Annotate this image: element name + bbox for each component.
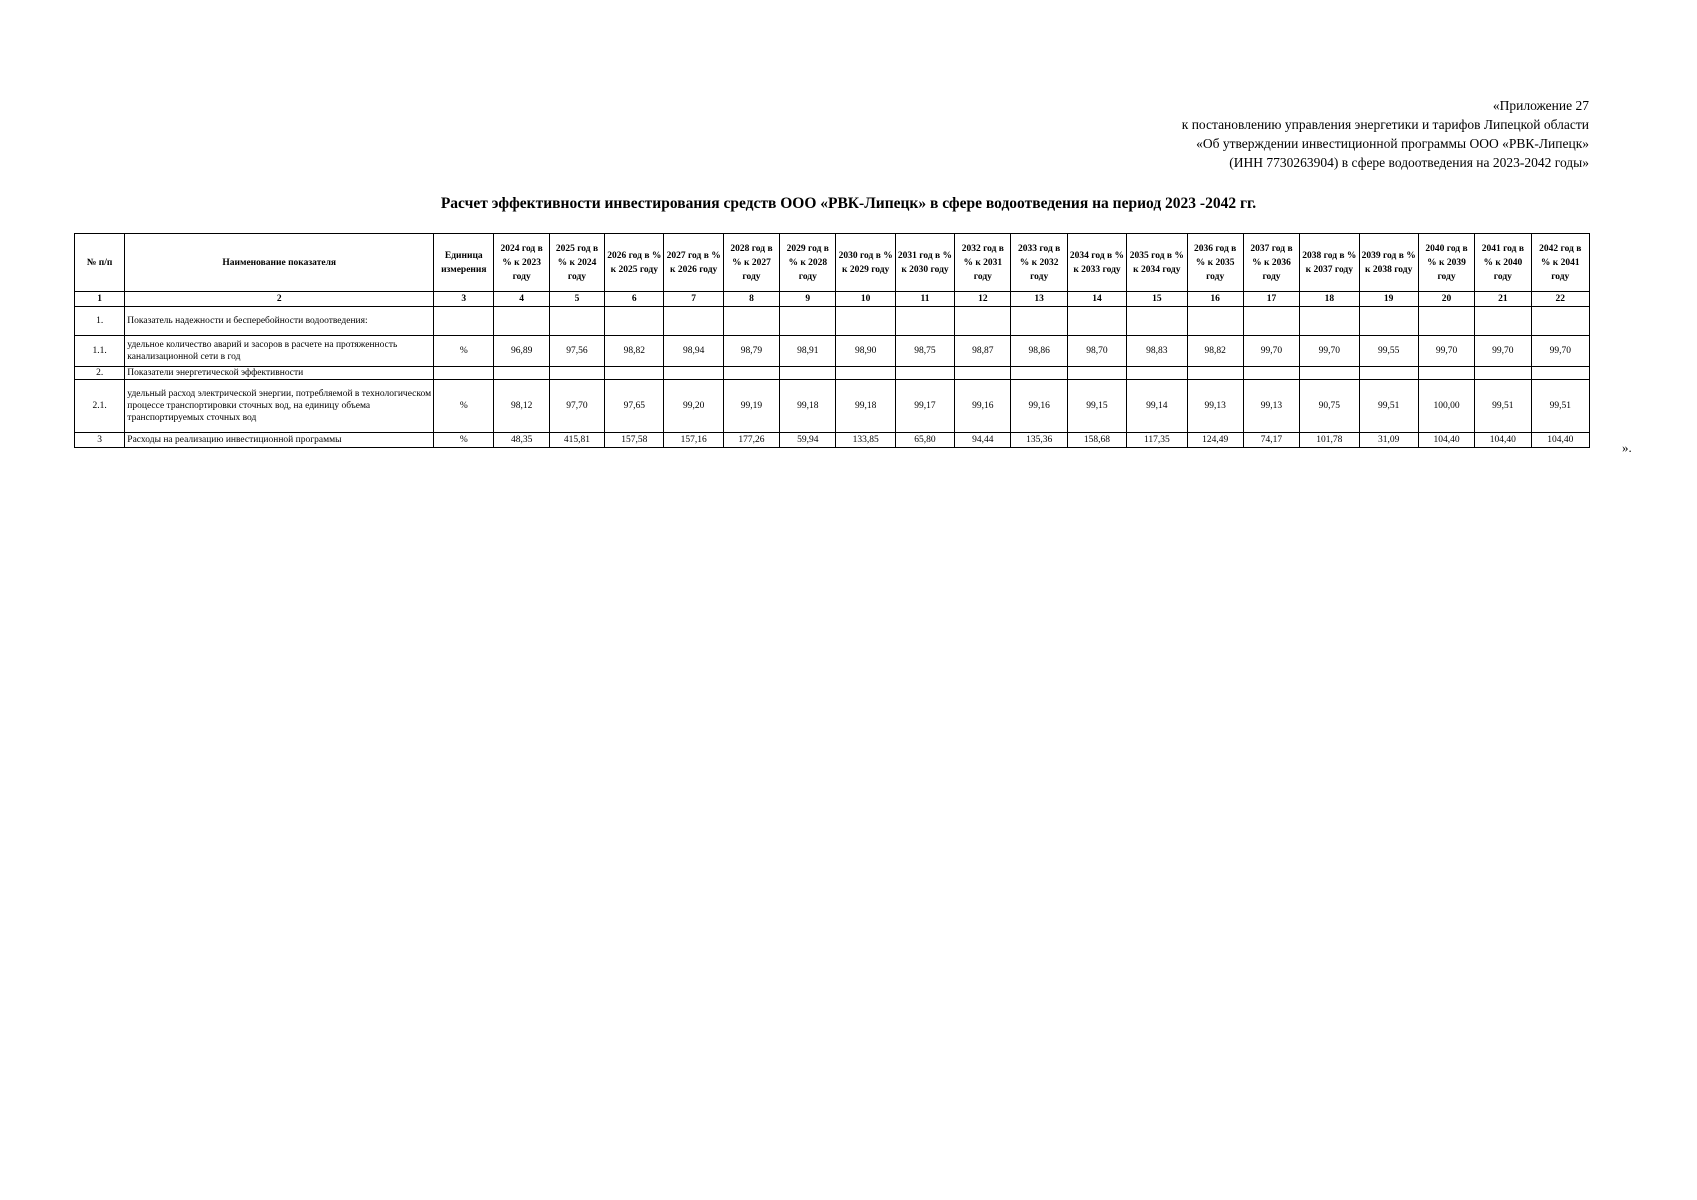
value-cell: 99,51 [1359,380,1418,433]
efficiency-table [74,233,1590,448]
header-cell: 2032 год в % к 2031 году [955,234,1011,292]
value-cell [723,307,779,336]
value-cell: 99,16 [955,380,1011,433]
unit-cell [434,367,494,380]
value-cell [780,307,836,336]
value-cell [664,307,723,336]
value-cell [836,367,895,380]
value-cell: 99,17 [895,380,954,433]
value-cell [1187,307,1243,336]
header-cell: 2024 год в % к 2023 году [494,234,549,292]
value-cell: 94,44 [955,433,1011,448]
value-cell [664,367,723,380]
column-number: 20 [1418,292,1474,307]
value-cell: 157,58 [605,433,664,448]
indicator-name: Показатели энергетической эффективности [125,367,434,380]
header-cell: 2035 год в % к 2034 году [1127,234,1187,292]
value-cell: 48,35 [494,433,549,448]
column-number: 17 [1243,292,1299,307]
indicator-name: удельный расход электрической энергии, потребляемой в технологическом процессе транспортировки сточных вод, на единицу объема транспортируемых сточных вод [125,380,434,433]
value-cell [955,307,1011,336]
value-cell: 98,79 [723,336,779,367]
value-cell [955,367,1011,380]
value-cell [1067,367,1126,380]
column-number: 5 [549,292,604,307]
value-cell: 177,26 [723,433,779,448]
header-row [75,234,1590,292]
value-cell [1011,307,1067,336]
value-cell: 124,49 [1187,433,1243,448]
value-cell [494,367,549,380]
annex-line-3: «Об утверждении инвестиционной программы ООО «РВК-Липецк» [1196,136,1589,151]
header-cell: 2033 год в % к 2032 году [1011,234,1067,292]
value-cell [895,307,954,336]
value-cell: 98,82 [605,336,664,367]
value-cell: 99,18 [780,380,836,433]
value-cell: 99,70 [1418,336,1474,367]
header-cell: 2030 год в % к 2029 году [836,234,895,292]
value-cell: 99,13 [1187,380,1243,433]
value-cell: 98,75 [895,336,954,367]
header-cell: 2042 год в % к 2041 году [1531,234,1590,292]
annex-line-2: к постановлению управления энергетики и тарифов Липецкой области [1181,117,1589,132]
column-number: 13 [1011,292,1067,307]
value-cell [895,367,954,380]
value-cell [1475,307,1531,336]
annex-header [1182,96,1589,172]
value-cell: 98,94 [664,336,723,367]
value-cell: 98,86 [1011,336,1067,367]
value-cell: 99,51 [1475,380,1531,433]
value-cell: 99,51 [1531,380,1590,433]
column-number: 22 [1531,292,1590,307]
header-cell: 2041 год в % к 2040 году [1475,234,1531,292]
unit-cell: % [434,380,494,433]
value-cell: 31,09 [1359,433,1418,448]
value-cell: 99,70 [1531,336,1590,367]
header-cell: № п/п [75,234,125,292]
value-cell: 415,81 [549,433,604,448]
value-cell [549,367,604,380]
header-cell: 2028 год в % к 2027 году [723,234,779,292]
header-cell: 2029 год в % к 2028 году [780,234,836,292]
annex-line-4: (ИНН 7730263904) в сфере водоотведения на 2023-2042 годы» [1229,155,1589,170]
value-cell: 99,18 [836,380,895,433]
value-cell: 158,68 [1067,433,1126,448]
row-number: 2.1. [75,380,125,433]
value-cell: 99,14 [1127,380,1187,433]
value-cell [1243,307,1299,336]
value-cell: 117,35 [1127,433,1187,448]
row-number: 3 [75,433,125,448]
value-cell: 101,78 [1300,433,1359,448]
value-cell [1531,307,1590,336]
header-cell: 2036 год в % к 2035 году [1187,234,1243,292]
value-cell [836,307,895,336]
value-cell: 99,55 [1359,336,1418,367]
value-cell: 99,70 [1475,336,1531,367]
header-cell: 2031 год в % к 2030 году [895,234,954,292]
value-cell: 65,80 [895,433,954,448]
column-number: 1 [75,292,125,307]
closing-quote: ». [1622,440,1632,455]
value-cell [605,307,664,336]
value-cell: 100,00 [1418,380,1474,433]
value-cell [1359,367,1418,380]
header-cell: 2026 год в % к 2025 году [605,234,664,292]
table-row [75,380,1590,433]
column-number: 18 [1300,292,1359,307]
header-cell: Наименование показателя [125,234,434,292]
header-cell: 2025 год в % к 2024 году [549,234,604,292]
indicator-name: удельное количество аварий и засоров в расчете на протяженность канализационной сети в год [125,336,434,367]
value-cell [1359,307,1418,336]
value-cell: 104,40 [1475,433,1531,448]
column-number: 14 [1067,292,1126,307]
table-row [75,433,1590,448]
value-cell: 99,16 [1011,380,1067,433]
value-cell: 104,40 [1418,433,1474,448]
value-cell [1011,367,1067,380]
column-number: 16 [1187,292,1243,307]
column-number: 10 [836,292,895,307]
value-cell: 98,82 [1187,336,1243,367]
value-cell: 97,56 [549,336,604,367]
row-number: 2. [75,367,125,380]
indicator-name: Показатель надежности и бесперебойности водоотведения: [125,307,434,336]
value-cell: 99,70 [1243,336,1299,367]
value-cell: 97,70 [549,380,604,433]
column-number-row [75,292,1590,307]
value-cell: 157,16 [664,433,723,448]
column-number: 19 [1359,292,1418,307]
header-cell: Единица измерения [434,234,494,292]
value-cell [605,367,664,380]
value-cell [1531,367,1590,380]
value-cell [1127,307,1187,336]
document-title: Расчет эффективности инвестирования средств ООО «РВК-Липецк» в сфере водоотведения на период 2023 -2042 гг. [440,195,1257,212]
column-number: 3 [434,292,494,307]
header-cell: 2039 год в % к 2038 году [1359,234,1418,292]
column-number: 11 [895,292,954,307]
value-cell: 74,17 [1243,433,1299,448]
value-cell [1243,367,1299,380]
value-cell: 98,90 [836,336,895,367]
unit-cell: % [434,433,494,448]
header-cell: 2037 год в % к 2036 году [1243,234,1299,292]
column-number: 15 [1127,292,1187,307]
value-cell [1418,307,1474,336]
header-cell: 2040 год в % к 2039 году [1418,234,1474,292]
column-number: 2 [125,292,434,307]
row-number: 1.1. [75,336,125,367]
column-number: 9 [780,292,836,307]
column-number: 8 [723,292,779,307]
value-cell [1300,367,1359,380]
value-cell: 133,85 [836,433,895,448]
value-cell [1418,367,1474,380]
value-cell: 99,13 [1243,380,1299,433]
value-cell [1067,307,1126,336]
value-cell: 98,91 [780,336,836,367]
value-cell: 99,70 [1300,336,1359,367]
header-cell: 2038 год в % к 2037 году [1300,234,1359,292]
value-cell: 98,70 [1067,336,1126,367]
table-row [75,336,1590,367]
value-cell: 99,19 [723,380,779,433]
value-cell [723,367,779,380]
table-row [75,307,1590,336]
header-cell: 2027 год в % к 2026 году [664,234,723,292]
value-cell: 104,40 [1531,433,1590,448]
value-cell: 99,15 [1067,380,1126,433]
value-cell [1300,307,1359,336]
value-cell: 99,20 [664,380,723,433]
value-cell [494,307,549,336]
value-cell: 98,83 [1127,336,1187,367]
value-cell: 96,89 [494,336,549,367]
column-number: 4 [494,292,549,307]
annex-line-1: «Приложение 27 [1492,98,1589,113]
column-number: 12 [955,292,1011,307]
value-cell: 98,87 [955,336,1011,367]
value-cell: 59,94 [780,433,836,448]
value-cell [1187,367,1243,380]
row-number: 1. [75,307,125,336]
table-row [75,367,1590,380]
value-cell [549,307,604,336]
header-cell: 2034 год в % к 2033 году [1067,234,1126,292]
unit-cell: % [434,336,494,367]
column-number: 7 [664,292,723,307]
value-cell: 97,65 [605,380,664,433]
value-cell: 90,75 [1300,380,1359,433]
value-cell: 135,36 [1011,433,1067,448]
value-cell [1475,367,1531,380]
value-cell: 98,12 [494,380,549,433]
column-number: 6 [605,292,664,307]
value-cell [780,367,836,380]
value-cell [1127,367,1187,380]
column-number: 21 [1475,292,1531,307]
indicator-name: Расходы на реализацию инвестиционной программы [125,433,434,448]
unit-cell [434,307,494,336]
